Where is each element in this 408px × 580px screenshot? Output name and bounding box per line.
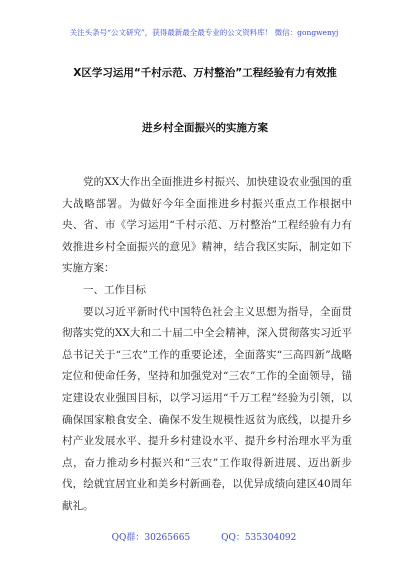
section-heading-goals: 一、工作目标 bbox=[83, 283, 146, 296]
document-body bbox=[62, 172, 352, 518]
intro-paragraph: 党的XX大作出全面推进乡村振兴、加快建设农业强国的重大战略部署。为做好今年全面推进乡村振兴重点工作根据中央、省、市《学习运用“千村示范、万村整治”工程经验有力有效推进乡村全面振兴的意见》精神，结合我区实际，制定如下实施方案： bbox=[62, 176, 352, 275]
header-banner: 关注头条号“公文研究”，获得最新最全最专业的公文资料库！ 微信：gongwenyj bbox=[69, 28, 339, 37]
qq-contact-label: QQ：535304092 bbox=[221, 533, 297, 543]
goals-paragraph: 要以习近平新时代中国特色社会主义思想为指导，全面贯彻落实党的XX大和二十届二中全会精神，深入贯彻落实习近平总书记关于“三农”工作的重要论述，全面落实“三高四新”战略定位和使命任务，坚持和加强党对“三农”工作的全面领导，锚定建设农业强国目标，以学习运用“千万工程”经验为引领，以确保国家粮食安全、确保不发生规模性返贫为底线，以提升乡村产业发展水平、提升乡村建设水平、提升乡村治理水平为重点，奋力推动乡村振兴和“三农”工作取得新进展、迈出新步伐，绘就宜居宜业和美乡村新画卷，以优异成绩向建区40周年献礼。 bbox=[62, 305, 352, 512]
footer-contacts bbox=[0, 532, 408, 544]
document-title-line-2: 进乡村全面振兴的实施方案 bbox=[142, 122, 268, 134]
document-title-line-1: X区学习运用“千村示范、万村整治”工程经验有力有效推 bbox=[73, 67, 337, 79]
qq-group-label: QQ群：30265665 bbox=[111, 533, 191, 543]
